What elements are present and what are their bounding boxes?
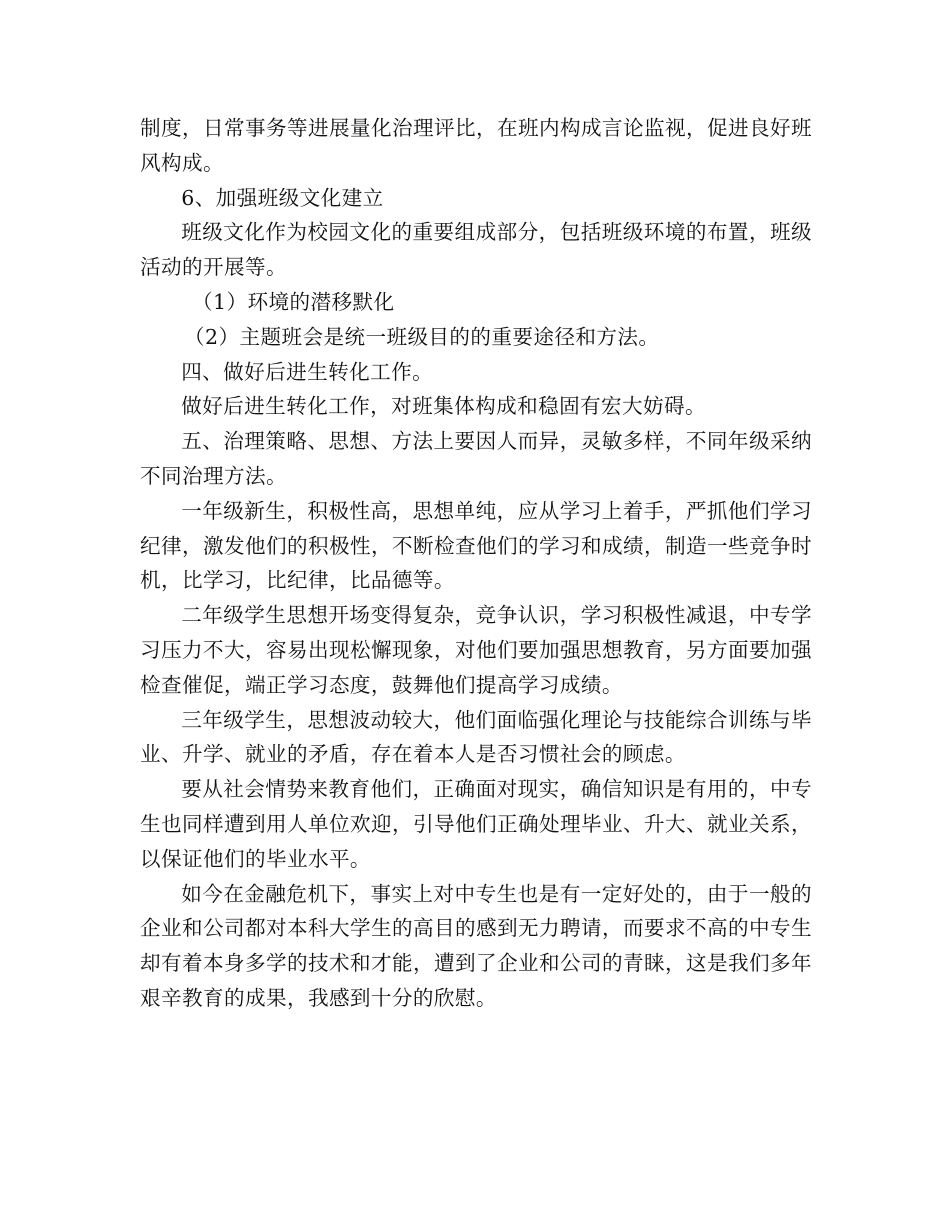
paragraph-class-culture: 班级文化作为校园文化的重要组成部分，包括班级环境的布置，班级活动的开展等。 <box>140 220 812 280</box>
section-heading-management-strategy: 五、治理策略、思想、方法上要因人而异，灵敏多样，不同年级采纳不同治理方法。 <box>140 429 812 488</box>
list-item-theme-meeting: （2）主题班会是统一班级目的的重要途径和方法。 <box>184 324 660 349</box>
paragraph-third-grade: 三年级学生，思想波动较大，他们面临强化理论与技能综合训练与毕业、升学、就业的矛盾，存在着本人是否习惯社会的顾虑。 <box>140 707 812 767</box>
paragraph-second-grade: 二年级学生思想开场变得复杂，竞争认识，学习积极性减退，中专学习压力不大，容易出现松懈现象，对他们要加强思想教育，另方面要加强检查催促，端正学习态度，鼓舞他们提高学习成绩。 <box>140 603 812 697</box>
paragraph-financial-crisis: 如今在金融危机下，事实上对中专生也是有一定好处的，由于一般的企业和公司都对本科大学生的高目的感到无力聘请，而要求不高的中专生却有着本身多学的技术和才能，遭到了企业和公司的青睐，这是我们多年艰辛教育的成果，我感到十分的欣慰。 <box>140 881 812 1010</box>
paragraph-lagging-students: 做好后进生转化工作，对班集体构成和稳固有宏大妨碍。 <box>181 394 707 419</box>
list-item-environment: （1）环境的潜移默化 <box>192 289 395 314</box>
paragraph-first-grade: 一年级新生，积极性高，思想单纯，应从学习上着手，严抓他们学习纪律，激发他们的积极性，不断检查他们的学习和成绩，制造一些竞争时机，比学习，比纪律，比品德等。 <box>140 498 812 593</box>
document-body <box>140 111 812 1016</box>
section-heading-class-culture: 6、加强班级文化建立 <box>181 185 384 210</box>
paragraph-social-education: 要从社会情势来教育他们，正确面对现实，确信知识是有用的，中专生也同样遭到用人单位欢迎，引导他们正确处理毕业、升大、就业关系，以保证他们的毕业水平。 <box>140 777 812 871</box>
paragraph-continuation: 制度，日常事务等进展量化治理评比，在班内构成言论监视，促进良好班风构成。 <box>140 116 812 175</box>
section-heading-lagging-students: 四、做好后进生转化工作。 <box>181 359 434 384</box>
